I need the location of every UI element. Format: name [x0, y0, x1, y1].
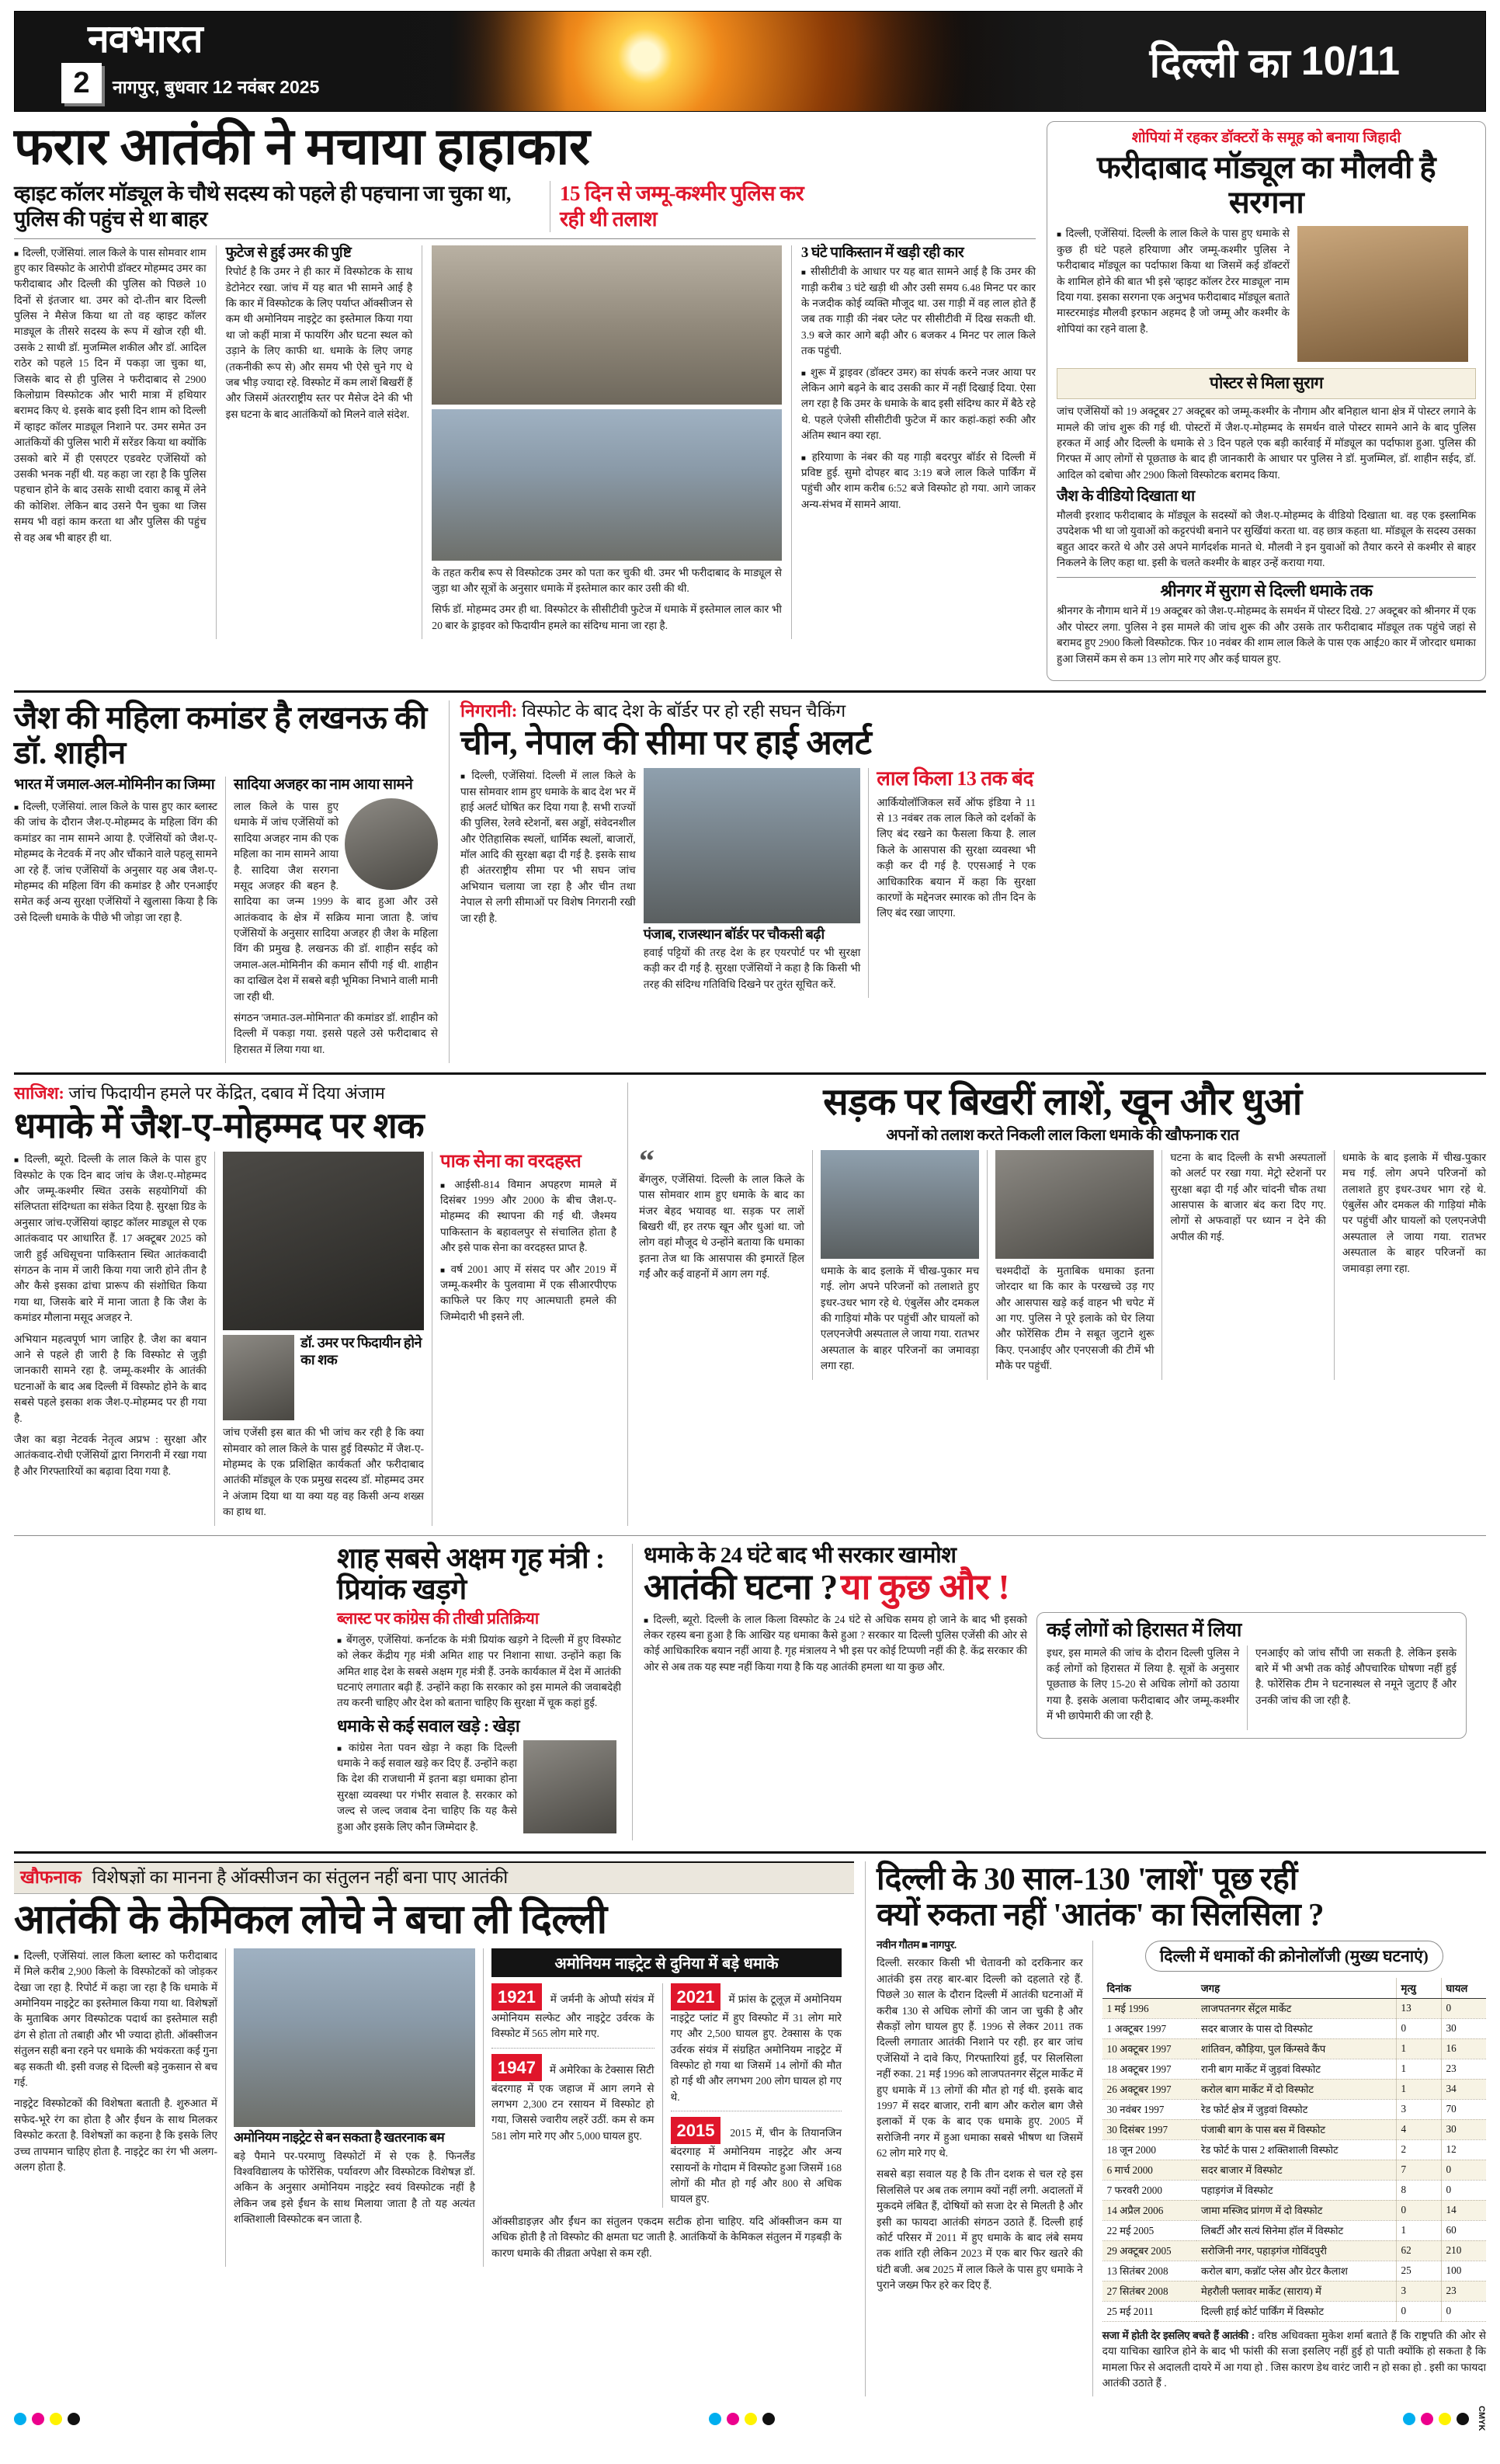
faridabad-sub3-body: श्रीनगर के नौगाम थाने में 19 अक्टूबर को जैश-ए-मोहम्मद के समर्थन में पोस्टर दिखे. 27 अक्टूबर को श्रीनगर में एक और पोस्टर लगा. पुलिस ने इस मामले की जांच शुरू की और उसके तार फरीदाबाद मॉड्यूल तक पहुंचे जहां से बरामद हुए 2900 किलो विस्फोटक. फिर 10 नवंबर की शाम लाल किले के पास एक आई20 कार में जोरदार धमाका हुआ जिसमें कम से कम 13 लोग मारे गए और कई घायल हुए.: [1057, 605, 1476, 665]
table-row: [1102, 2018, 1486, 2038]
cell-place: पहाड़गंज में विस्फोट: [1196, 2180, 1396, 2200]
table-row: [1102, 2180, 1486, 2200]
cell-place: सदर बाजार के पास दो विस्फोट: [1196, 2018, 1396, 2038]
color-registration-dot: [1421, 2413, 1433, 2425]
jaish-women-col-right: [225, 777, 438, 1063]
conspiracy-kicker-label: साजिश:: [14, 1083, 64, 1103]
pak-army-bullet-1: ■ वर्ष 2001 आए में संसद पर और 2019 में जम्मू-कश्मीर के पुलवामा में एक सीआरपीएफ काफिले पर किए गए आत्मघाती हमले की जिम्मेदारी भी इसने ली.: [440, 1262, 616, 1326]
jaish-women-sub-left: भारत में जमाल-अल-मोमिनीन का जिम्मा: [14, 777, 215, 794]
an-text-2: में फ्रांस के टूलूज़ में अमोनियम नाइट्रेट प्लांट में हुए विस्फोट में 31 लोग मारे गए और 2,500 घायल हुए. टेक्सास के एक उर्वरक संयंत्र में संग्रहित अमोनियम नाइट्रेट में विस्फोट हो गया था जिसमें 14 लोगों की मौत हो गई थी और लगभग 200 लोग घायल हो गए थे.: [670, 1993, 842, 2103]
kheda-portrait: [523, 1740, 616, 1833]
dateline: नागपुर, बुधवार 12 नवंबर 2025: [113, 77, 320, 97]
color-registration-dot: [1439, 2413, 1451, 2425]
cmyk-mark: CMYK: [1477, 2406, 1486, 2431]
color-registration-dot: [727, 2413, 739, 2425]
kheda-body: ■ कांग्रेस नेता पवन खेड़ा ने कहा कि दिल्ली धमाके ने कई सवाल खड़े कर दिए हैं. उन्होंने कहा कि देश की राजधानी में इतना बड़ा धमाका होना सुरक्षा व्यवस्था पर गंभीर सवाल है. सरकार को जल्द से जल्द जवाब देना चाहिए कि यह कैसे हुआ और इसके लिए कौन जिम्मेदार है.: [337, 1740, 517, 1835]
blast-site-photo: [234, 1948, 475, 2127]
pak-army-box: [432, 1152, 616, 1525]
footer-dots-right: [1403, 2413, 1469, 2425]
victims-subhead: अपनों को तलाश करते निकली लाल किला धमाके की खौफनाक रात: [886, 1127, 1239, 1145]
table-row: [1102, 2281, 1486, 2301]
faridabad-col-left: [1057, 226, 1297, 362]
border-col-text: [460, 768, 644, 998]
border-photo-caption-body: हवाई पट्टियों की तरह देश के हर एयरपोर्ट पर भी सुरक्षा कड़ी कर दी गई है. सुरक्षा एजेंसियों ने कहा है कि किसी भी तरह की संदिग्ध गतिविधि दिखने पर तुरंत सूचित करें.: [643, 946, 861, 990]
faridabad-sub1-body: जांच एजेंसियों को 19 अक्टूबर 27 अक्टूबर को जम्मू-कश्मीर के नौगाम और बनिहाल थाना क्षेत्र में पोस्टर लगाने के मामले की जांच शुरू की गई थी. पोस्टरों में जैश-ए-मोहम्मद के समर्थन वाले पोस्टर सामने आने के बाद पुलिस हरकत में आई और दिल्ली के धमाके से 3 दिन पहले एक बड़ी कार्रवाई में मॉड्यूल का पर्दाफाश हुआ. पुलिस की गिरफ्त में आए लोगों से पूछताछ के बाद ही जानकारी के आधार पर पुलिस ने डॉ. मुजम्मिल, डॉ. शाहीन सईद, डॉ. आदिल को दबोचा और 2900 किलो विस्फोटक बरामद किया.: [1057, 405, 1476, 481]
lead-subhead-right-wrap: [550, 181, 821, 232]
cell-place: लाजपतनगर सेंट्रल मार्केट: [1196, 1998, 1396, 2018]
an-explosions-box: [483, 1948, 842, 2267]
band-4: [14, 1544, 1486, 1840]
lead-col2-text: रिपोर्ट है कि उमर ने ही कार में विस्फोटक के साथ डेटोनेटर रखा. जांच में यह बात भी सामने आई है कि कार में विस्फोटक के लिए पर्याप्त ऑक्सीजन से कम थी अमोनियम नाइट्रेट का इस्तेमाल किया गया था जो कहीं मात्रा में फायरिंग और घटना स्थल को उड़ाने के लिए काफी था. धमाके के लिए जगह (तकनीकी रूप से) और समय भी ऐसे चुने गए थे जब भीड़ ज्यादा रहे. विस्फोट में कम लाशें बिखरीं हैं और जिसमें अंतरराष्ट्रीय स्तर पर मैसेज देने की भी इस घटना के बाद आतंकियों को मिलने वाले संदेश.: [225, 266, 413, 420]
cell-injured: 34: [1441, 2079, 1486, 2099]
conspiracy-photo-caption: जांच एजेंसी इस बात की भी जांच कर रही है कि क्या सोमवार को लाल किले के पास हुई विस्फोट में जैश-ए-मोहम्मद के एक प्रशिक्षित कार्यकर्ता और फरीदाबाद आतंकी मॉड्यूल के एक प्रमुख सदस्य डॉ. मोहम्मद उमर ने अंजाम दिया था या क्या यह वह किसी अन्य शख्स का हाथ था.: [223, 1427, 424, 1518]
cell-date: 27 सितंबर 2008: [1102, 2281, 1196, 2301]
redfort-closed-box: [868, 768, 1036, 998]
chemical-body2: बड़े पैमाने पर-परमाणु विस्फोटों में से एक है. फिनलैंड विश्वविद्यालय के फोरेंसिक, पर्यावरण और विस्फोटक विशेषज्ञ डॉ. अकिन के अनुसार अमोनियम नाइट्रेट स्वयं विस्फोटक नहीं है लेकिन जब इसे ईंधन के साथ मिलाया जाता है तो यह अत्यंत शक्तिशाली विस्फोटक बन जाता है.: [234, 2149, 475, 2226]
newspaper-page: [14, 11, 1486, 2431]
page-number: 2: [61, 63, 102, 103]
silence-headline-row: [644, 1566, 1475, 1607]
table-row: [1102, 2139, 1486, 2160]
victims-col-far-right: घटना के बाद दिल्ली के सभी अस्पतालों को अलर्ट पर रखा गया. मेट्रो स्टेशनों पर सुरक्षा बढ़ा दी गई और चांदनी चौक तथा आसपास के बाजार बंद करा दिए गए. लोगों से अफवाहों पर ध्यान न देने की अपील की गई.: [1170, 1151, 1326, 1242]
footer-dots-left: [14, 2413, 80, 2425]
lead-col-1: [14, 245, 216, 640]
victims-photo-2: [995, 1150, 1154, 1259]
cell-date: 18 जून 2000: [1102, 2139, 1196, 2160]
silence-kicker: धमाके के 24 घंटे बाद भी सरकार खामोश: [644, 1542, 957, 1568]
chemical-kicker-bar: [14, 1861, 854, 1894]
victims-col-3: [987, 1150, 1161, 1380]
border-kicker-line: [460, 700, 1036, 723]
color-registration-dot: [709, 2413, 721, 2425]
cell-deaths: 2: [1396, 2139, 1441, 2160]
border-checkpost-photo: [644, 768, 861, 923]
chemical-col-1: [14, 1948, 225, 2267]
jaish-women-body-right: लाल किले के पास हुए धमाके में जांच एजेंसियों को सादिया अजहर नाम की एक महिला का नाम सामने आया है. सादिया जैश सरगना मसूद अजहर की बहन है. सादिया का जन्म 1999 के बाद हुआ और उसे आतंकवाद के क्षेत्र में सक्रिय माना जाता है. जांच एजेंसियों के अनुसार सादिया अजहर ही जैश के महिला विंग की प्रमुख है. लखनऊ की डॉ. शाहीन सईद को जमाल-अल-मोमिनीन की कमान सौंपी गई थी. शाहीन का दाखिल देश में सबसे बड़ी भूमिका निभाने वाली मानी जा रही थी.: [234, 800, 438, 1003]
band-5: [14, 1861, 1486, 2396]
silence-headline-red: या कुछ और !: [840, 1566, 1010, 1607]
victims-col-1: [639, 1142, 812, 1380]
color-registration-dot: [745, 2413, 757, 2425]
victims-col-right: चश्मदीदों के मुताबिक धमाका इतना जोरदार था कि कार के परखच्चे उड़ गए और आसपास खड़े कई वाहन भी चपेट में आ गए. पुलिस ने पूरे इलाके को घेर लिया और फोरेंसिक टीम ने सबूत जुटाने शुरू किए. एनआईए और एनएसजी की टीमें भी मौके पर पहुंचीं.: [995, 1264, 1155, 1372]
chronology-col-injured: घायल: [1441, 1978, 1486, 1999]
an-year-1: 1947: [491, 2054, 542, 2081]
chronology-col-date: दिनांक: [1102, 1978, 1196, 1999]
mid-band: [14, 700, 1486, 1063]
lead-col4-b1: ■ सीसीटीवी के आधार पर यह बात सामने आई है कि उमर की गाड़ी करीब 3 घंटे खड़ी थी और उसी समय 6.48 मिनट पर कार के नजदीक कोई व्यक्ति मौजूद था. उस गाड़ी में वह लाल होते हैं जब तक गाड़ी की नंबर प्लेट पर सीसीटीवी में दिख सकती थी. 3.9 बजे कार आगे बढ़ी और 6 बजकर 4 मिनट पर लाल किले तक पहुंची.: [801, 264, 1036, 359]
cell-date: 30 नवंबर 1997: [1102, 2099, 1196, 2119]
detained-body-2: एनआईए को जांच सौंपी जा सकती है. लेकिन इसके बारे में भी अभी तक कोई औपचारिक घोषणा नहीं हुई है. फोरेंसिक टीम ने घटनास्थल से नमूने जुटाए हैं और उनकी जांच की जा रही है.: [1255, 1646, 1457, 1706]
chronology-col-deaths: मृत्यु: [1396, 1978, 1441, 1999]
chemical-headline: आतंकी के केमिकल लोचे ने बचा ली दिल्ली: [14, 1897, 607, 1942]
cell-injured: 0: [1441, 2180, 1486, 2200]
masthead-kicker-text: दिल्ली का: [1149, 40, 1290, 86]
border-kicker-label: निगरानी:: [460, 700, 518, 721]
cell-date: 1 मई 1996: [1102, 1998, 1196, 2018]
an-text-3: 2015 में, चीन के तियानजिन बंदरगाह में अमोनियम नाइट्रेट और अन्य रसायनों के गोदाम में विस्फोट हुआ जिसमें 168 लोगों की मौत हो गई और 800 से अधिक घायल हुए.: [670, 2127, 842, 2205]
cell-injured: 30: [1441, 2018, 1486, 2038]
lead-subhead-left: व्हाइट कॉलर मॉड्यूल के चौथे सदस्य को पहले ही पहचाना जा चुका था, पुलिस की पहुंच से था बाहर: [14, 181, 511, 231]
cell-injured: 14: [1441, 2200, 1486, 2220]
chronology-headline-2: क्यों रुकता नहीं 'आतंक' का सिलसिला ?: [877, 1896, 1325, 1932]
cell-injured: 12: [1441, 2139, 1486, 2160]
cell-date: 18 अक्टूबर 1997: [1102, 2059, 1196, 2079]
border-body: ■ दिल्ली, एजेंसियां. दिल्ली में लाल किले के पास सोमवार शाम हुए धमाके के बाद देश भर में हाई अलर्ट घोषित कर दिया गया है. सभी राज्यों की पुलिस, रेलवे स्टेशनों, बस अड्डों, संवेदनशील और ऐतिहासिक स्थलों, धार्मिक स्थलों, बाजारों, मॉल आदि की सुरक्षा बढ़ा दी गई है. इसके साथ ही अंतरराष्ट्रीय सीमा पर भी सघन जांच अभियान चलाया जा रहा है और चीन तथा नेपाल से लगी सीमाओं पर विशेष निगरानी रखी जा रही है.: [460, 768, 636, 926]
cell-place: दिल्ली हाई कोर्ट पार्किंग में विस्फोट: [1196, 2301, 1396, 2321]
conspiracy-story: [14, 1083, 627, 1525]
table-row: [1102, 2038, 1486, 2059]
victims-story: [627, 1083, 1486, 1525]
table-row: [1102, 2261, 1486, 2281]
an-text-0: में जर्मनी के ओप्पौ संयंत्र में अमोनियम सल्फेट और नाइट्रेट उर्वरक के विस्फोट में 565 लोग मारे गए.: [491, 1993, 655, 2040]
cell-injured: 0: [1441, 2301, 1486, 2321]
victims-col-extra: धमाके के बाद इलाके में चीख-पुकार मच गई. लोग अपने परिजनों को तलाशते हुए इधर-उधर भाग रहे थे. एंबुलेंस और दमकल की गाड़ियां मौके पर पहुंचीं और घायलों को एलएनजेपी अस्पताल ले जाया गया. रातभर अस्पताल के बाहर परिजनों का जमावड़ा लगा रहा.: [1342, 1151, 1486, 1274]
conspiracy-photo-col: [214, 1152, 432, 1525]
victims-col-5: [1334, 1150, 1486, 1380]
conspiracy-kicker-text: जांच फिदायीन हमले पर केंद्रित, दबाव में दिया अंजाम: [68, 1083, 385, 1103]
detained-title: कई लोगों को हिरासत में लिया: [1047, 1619, 1241, 1641]
an-year-2: 2021: [671, 1983, 721, 2010]
an-col-left: [491, 1983, 662, 2208]
chemical-photo-col: [225, 1948, 483, 2267]
lead-col3-text: के तहत करीब रूप से विस्फोटक उमर को पता कर चुकी थी. उमर भी फरीदाबाद के माड्यूल से जुड़ा था और सूत्रों के अनुसार धमाके में इस्तेमाल कार कार उसी की थी.: [432, 566, 782, 594]
jaish-women-sub-right: सादिया अजहर का नाम आया सामने: [234, 777, 413, 794]
lead-col-4: [791, 245, 1036, 640]
color-registration-dot: [32, 2413, 44, 2425]
table-row: [1102, 2200, 1486, 2220]
cell-date: 6 मार्च 2000: [1102, 2160, 1196, 2180]
umar-photo-label: डॉ. उमर पर फिदायीन होने का शक: [300, 1335, 422, 1368]
cell-deaths: 0: [1396, 2301, 1441, 2321]
cell-place: रेड फोर्ट के पास 2 शक्तिशाली विस्फोट: [1196, 2139, 1396, 2160]
redfort-closed-body: आर्कियोलॉजिकल सर्वे ऑफ इंडिया ने 11 से 13 नवंबर तक लाल किले को दर्शकों के लिए बंद रखने का फैसला किया है. लाल किले के आसपास की सुरक्षा व्यवस्था भी कड़ी कर दी गई है. एएसआई ने एक आधिकारिक बयान में कहा कि सुरक्षा कारणों के मद्देनजर स्मारक को तीन दिन के लिए बंद रखा जाएगा.: [877, 796, 1036, 919]
border-story: [449, 700, 1047, 1063]
masthead-left: [15, 12, 512, 111]
color-registration-dot: [68, 2413, 80, 2425]
faridabad-sub1-box: [1057, 368, 1476, 399]
victims-quote-body: बेंगलुरु, एजेंसियां. दिल्ली के लाल किले के पास सोमवार शाम हुए धमाके के बाद का मंजर बेहद भयावह था. सड़क पर लाशें बिखरी थीं, हर तरफ खून और धुआं था. जो लोग वहां मौजूद थे उन्होंने बताया कि धमाका इतना तेज था कि आसपास की इमारतें हिल गईं और कई वाहनों में आग लग गई.: [639, 1173, 804, 1281]
border-photo-col: [644, 768, 869, 998]
newspaper-logo: नवभारत: [88, 17, 203, 61]
border-photo-caption: पंजाब, राजस्थान बॉर्डर पर चौकसी बढ़ी: [643, 926, 825, 943]
an-text-1: में अमेरिका के टेक्सास सिटी बंदरगाह में एक जहाज में आग लगने से लगभग 2,300 टन रसायन में विस्फोट हो गया, जिससे ज्वारीय लहरें उठीं. कम से कम 581 लोग मारे गए और 5,000 घायल हुए.: [491, 2063, 655, 2142]
cell-deaths: 0: [1396, 2200, 1441, 2220]
chronology-footnote-title: सजा में होती देर इसलिए बचते हैं आतंकी :: [1102, 2329, 1255, 2341]
cell-injured: 23: [1441, 2059, 1486, 2079]
silence-story: [632, 1544, 1475, 1840]
conspiracy-col-1: [14, 1152, 214, 1525]
conspiracy-body: ■ दिल्ली, ब्यूरो. दिल्ली के लाल किले के पास हुए विस्फोट के एक दिन बाद जांच के जैश-ए-मोहम्मद और जम्मू-कश्मीर स्थित उसके सहयोगियों की संलिप्तता संदिग्धता का संकेत दिया है. सुरक्षा ग्रिड के अनुसार जांच-एजेंसियां व्हाइट कॉलर माड्यूल से एक आतंकवाद पर आधारित हैं. 17 अक्टूबर 2025 को जारी हुई अधिसूचना पाकिस्तान स्थित आतंकवादी संगठन के नाम में जारी किया गया जारी होने तीन है और कैसे इसका ढांचा प्रारूप की संशोधित किया गया था, जिसके बारे में माना जाता है कि जैश के कमांडर मौलाना मसूद अजहर ने.: [14, 1152, 207, 1326]
kharge-headline: शाह सबसे अक्षम गृह मंत्री : प्रियांक खड़गे: [337, 1542, 605, 1607]
chronology-footnote: वरिष्ठ अधिवक्ता मुकेश शर्मा बताते हैं कि राष्ट्रपति की ओर से दया याचिका खारिज होने के बाद भी फांसी की सजा इसलिए नहीं हुई हो पाती क्योंकि हो सकता है कि मामला फिर से अदालती दायरे में आ गया हो . जिस कारण डेथ वारंट जारी न हो सका हो . इसी का फायदा आतंकी उठाते हैं .: [1102, 2329, 1486, 2389]
cell-injured: 100: [1441, 2261, 1486, 2281]
chronology-table-col: [1092, 1941, 1486, 2397]
cell-place: पंजाबी बाग के पास बस में विस्फोट: [1196, 2119, 1396, 2139]
kharge-body: ■ बेंगलुरु, एजेंसियां. कर्नाटक के मंत्री प्रियांक खड़गे ने दिल्ली में हुए विस्फोट को लेकर केंद्रीय गृह मंत्री अमित शाह पर निशाना साधा. उन्होंने कहा कि अमित शाह देश के सबसे अक्षम गृह मंत्री हैं. उनके कार्यकाल में देश में आतंकी घटनाएं लगातार बढ़ी हैं. उन्होंने कहा कि सरकार को इस मामले की जवाबदेही तय करनी चाहिए और देश को बताना चाहिए कि सुरक्षा में चूक कहां हुई.: [337, 1632, 621, 1712]
table-row: [1102, 2301, 1486, 2321]
chronology-intro-2: सबसे बड़ा सवाल यह है कि तीन दशक से चल रहे इस सिलसिले पर अब तक लगाम क्यों नहीं लगी. अदालतों में मुकदमे लंबित हैं, दोषियों को सजा देर से मिलती है और इसी का फायदा आतंकी संगठन उठाते हैं. दिल्ली हाई कोर्ट परिसर में 2011 में हुए धमाके के बाद लंबे समय तक शांति रही लेकिन 2023 में एक बार फिर खतरे की घंटी बजी. अब 2025 में लाल किले के पास हुए धमाके ने पुराने जख्म फिर हरे कर दिए हैं.: [877, 2168, 1083, 2292]
silence-body-col: [644, 1612, 1036, 1739]
chronology-byline: नवीन गौतम ■ नागपुर.: [877, 1939, 957, 1951]
faridabad-sub2-title: जैश के वीडियो दिखाता था: [1057, 488, 1195, 506]
quote-mark-icon: “: [639, 1142, 655, 1178]
jaish-women-caption: संगठन 'जमात-उल-मोमिनात' की कमांडर डॉ. शाहीन को दिल्ली में पकड़ा गया. इससे पहले उसे फरीदाबाद से हिरासत में लिया गया था.: [234, 1012, 438, 1055]
cell-injured: 16: [1441, 2038, 1486, 2059]
cell-injured: 30: [1441, 2119, 1486, 2139]
table-row: [1102, 2220, 1486, 2240]
cell-deaths: 62: [1396, 2240, 1441, 2261]
band-3: [14, 1083, 1486, 1525]
redfort-closed-title: लाल किला 13 तक बंद: [877, 767, 1033, 791]
faridabad-illustration-wrap: [1297, 226, 1468, 362]
cell-injured: 0: [1441, 1998, 1486, 2018]
cell-place: जामा मस्जिद प्रांगण में दो विस्फोट: [1196, 2200, 1396, 2220]
cell-date: 26 अक्टूबर 1997: [1102, 2079, 1196, 2099]
cell-date: 30 दिसंबर 1997: [1102, 2119, 1196, 2139]
color-registration-dot: [14, 2413, 26, 2425]
cell-deaths: 13: [1396, 1998, 1441, 2018]
masthead-kicker-number: 10/11: [1300, 39, 1400, 84]
faridabad-sub2-body: मौलवी इरशाद फरीदाबाद के मॉड्यूल के सदस्यों को जैश-ए-मोहम्मद के वीडियो दिखाता था. वह एक इस्लामिक उपदेशक भी था जो युवाओं को कट्टरपंथी बनाने पर सुर्खियां करता था. वह छात्र कहता था. मॉड्यूल के सदस्य उसका बहुत आदर करते थे और उसे अपने मार्गदर्शक मानते थे. मौलवी ने इन युवाओं को तैयार करने से कश्मीर से बाहर निकलने के लिए कहा था. इसी के चलते कश्मीर के बाहर उन्हें कराया गया.: [1057, 509, 1476, 569]
cell-deaths: 4: [1396, 2119, 1441, 2139]
an-year-3: 2015: [671, 2117, 721, 2144]
jaish-women-col-left: [14, 777, 225, 1063]
detained-body: इधर, इस मामले की जांच के दौरान दिल्ली पुलिस ने कई लोगों को हिरासत में लिया है. सूत्रों के अनुसार पूछताछ के लिए 15-20 से अधिक लोगों को उठाया गया है. इसके अलावा फरीदाबाद और जम्मू-कश्मीर में भी छापेमारी की जा रही है.: [1047, 1646, 1239, 1722]
cell-injured: 70: [1441, 2099, 1486, 2119]
silence-body: ■ दिल्ली, ब्यूरो. दिल्ली के लाल किला विस्फोट के 24 घंटे से अधिक समय हो जाने के बाद भी इसको लेकर रहस्य बना हुआ है कि आखिर यह धमाका कैसे हुआ ? सरकार या दिल्ली पुलिस एजेंसी की ओर से कोई आधिकारिक बयान नहीं आया है. गृह मंत्रालय ने भी इस पर कोई टिप्पणी नहीं की है. केंद्र सरकार की ओर से अब तक यह स्पष्ट नहीं किया गया है कि यह आतंकी हमला था या कुछ और.: [644, 1612, 1027, 1676]
cell-deaths: 1: [1396, 2038, 1441, 2059]
chronology-table: [1102, 1978, 1486, 2322]
table-row: [1102, 1998, 1486, 2018]
an-year-0: 1921: [491, 1983, 542, 2010]
victims-col-4: [1161, 1150, 1333, 1380]
chronology-intro: दिल्ली. सरकार किसी भी चेतावनी को दरकिनार कर आतंकी इस तरह बार-बार दिल्ली को दहलाते रहे हैं. पिछले 30 साल के दौरान दिल्ली में आतंकी घटनाओं में करीब 130 से अधिक लोगों की जान जा चुकी है और सैकड़ों लोग घायल हुए हैं. 1996 से लेकर 2011 तक दिल्ली लगातार आतंकी निशाने पर रही. हर बार जांच एजेंसियों ने दावे किए, गिरफ्तारियां हुईं, पर सिलसिला नहीं रुका. 21 मई 1996 को लाजपतनगर सेंट्रल मार्केट में हुए धमाके में 13 लोगों की मौत हो गई थी. इसके बाद 1997 में सदर बाजार, रानी बाग और करोल बाग जैसे इलाकों में एक के बाद एक धमाके हुए. 2005 में सरोजिनी नगर में हुआ धमाका सबसे भीषण था जिसमें 62 लोग मारे गए थे.: [877, 1957, 1083, 2160]
cell-injured: 0: [1441, 2160, 1486, 2180]
table-row: [1102, 2119, 1486, 2139]
faridabad-story: [1047, 121, 1486, 681]
an-item-3: [671, 2117, 842, 2208]
masood-azhar-photo: [223, 1152, 424, 1330]
color-registration-dot: [1403, 2413, 1415, 2425]
chemical-body3: नाइट्रेट विस्फोटकों की विशेषता बताती है. शुरुआत में सफेद-भूरे रंग का होता है और ईंधन के साथ मिलकर विस्फोट करता है. विशेषज्ञों का कहना है कि इसके लिए उच्च तापमान चाहिए होता है. नाइट्रेट का रंग भी अलग-अलग होता है.: [14, 2097, 217, 2173]
cell-date: 7 फरवरी 2000: [1102, 2180, 1196, 2200]
chemical-kicker-label: खौफनाक: [20, 1868, 88, 1887]
chronology-table-header: [1102, 1978, 1486, 1999]
cell-deaths: 7: [1396, 2160, 1441, 2180]
victims-photo-1: [821, 1150, 979, 1259]
cell-place: करोल बाग मार्केट में दो विस्फोट: [1196, 2079, 1396, 2099]
lead-headline: फरार आतंकी ने मचाया हाहाकार: [14, 119, 590, 176]
color-registration-dot: [50, 2413, 62, 2425]
chronology-col-place: जगह: [1196, 1978, 1396, 1999]
faridabad-kicker: शोपियां में रहकर डॉक्टरों के समूह को बनाया जिहादी: [1131, 130, 1401, 146]
cell-place: लिबर्टी और सत्यं सिनेमा हॉल में विस्फोट: [1196, 2220, 1396, 2240]
victims-col-mid: धमाके के बाद इलाके में चीख-पुकार मच गई. लोग अपने परिजनों को तलाशते हुए इधर-उधर भाग रहे थे. एंबुलेंस और दमकल की गाड़ियां मौके पर पहुंचीं और घायलों को एलएनजेपी अस्पताल ले जाया गया. रातभर अस्पताल के बाहर परिजनों का जमावड़ा लगा रहा.: [820, 1264, 980, 1372]
chronology-table-title: दिल्ली में धमाकों की क्रोनोलॉजी (मुख्य घटनाएं): [1145, 1941, 1443, 1972]
cell-date: 14 अप्रैल 2006: [1102, 2200, 1196, 2220]
maulvi-illustration: [1297, 226, 1468, 362]
lead-subhead-left-wrap: [14, 181, 550, 232]
lead-col-2: [216, 245, 422, 640]
table-row: [1102, 2099, 1486, 2119]
cell-date: 22 मई 2005: [1102, 2220, 1196, 2240]
masthead-kicker: [942, 12, 1485, 111]
chronology-footnote-wrap: [1102, 2328, 1486, 2392]
lead-col4-b3: ■ हरियाणा के नंबर की यह गाड़ी बदरपुर बॉर्डर से दिल्ली में प्रविष्ट हुई. सुमो दोपहर बाद 3:19 बजे लाल किले पार्किंग में पहुंची और शाम करीब 6:52 बजे विस्फोट हो गया. आगे जाकर अन्य-संभव में सामने आया.: [801, 450, 1036, 513]
cell-date: 29 अक्टूबर 2005: [1102, 2240, 1196, 2261]
top-section: [14, 121, 1486, 681]
faridabad-sub1-title: पोस्टर से मिला सुराग: [1210, 374, 1323, 393]
conspiracy-headline: धमाके में जैश-ए-मोहम्मद पर शक: [14, 1105, 425, 1145]
chronology-text-col: [877, 1941, 1092, 2397]
cell-date: 1 अक्टूबर 1997: [1102, 2018, 1196, 2038]
lead-photo-block: [422, 245, 791, 640]
chronology-story: [865, 1861, 1486, 2396]
cell-deaths: 8: [1396, 2180, 1441, 2200]
lead-photo-rubble: [432, 245, 782, 405]
chemical-body4: ऑक्सीडाइज़र और ईंधन का संतुलन एकदम सटीक होना चाहिए. यदि ऑक्सीजन कम या अधिक होती है तो विस्फोट की क्षमता घट जाती है. आतंकियों के केमिकल संतुलन में गड़बड़ी के कारण धमाके की तीव्रता अपेक्षा से कम रही.: [491, 2215, 842, 2259]
cell-place: रानी बाग मार्केट में जुड़वां विस्फोट: [1196, 2059, 1396, 2079]
conspiracy-kicker-line: [14, 1083, 616, 1104]
cell-injured: 23: [1441, 2281, 1486, 2301]
an-item-0: [491, 1983, 655, 2042]
lead-col4-heading: 3 घंटे पाकिस्तान में खड़ी रही कार: [800, 244, 964, 261]
cell-date: 25 मई 2011: [1102, 2301, 1196, 2321]
color-registration-dot: [762, 2413, 775, 2425]
cell-deaths: 1: [1396, 2079, 1441, 2099]
cell-place: मेहरौली फ्लावर मार्केट (साराय) में: [1196, 2281, 1396, 2301]
table-row: [1102, 2160, 1486, 2180]
lead-col2-heading: फुटेज से हुई उमर की पुष्टि: [225, 244, 352, 261]
lead-columns: [14, 245, 1036, 640]
lead-col2-tail: सिर्फ डॉ. मोहम्मद उमर ही था. विस्फोटर के सीसीटीवी फुटेज में धमाके में इस्तेमाल लाल कार भी 20 बार के ड्राइवर को फिदायीन हमले का संदिग्ध माना जा रहा है.: [432, 603, 782, 631]
chemical-kicker-text: विशेषज्ञों का मानना है ऑक्सीजन का संतुलन नहीं बना पाए आतंकी: [92, 1868, 509, 1888]
detained-box: [1036, 1612, 1467, 1739]
cell-place: शांतिवन, कौड़िया, पुल किंग्सवे कैंप: [1196, 2038, 1396, 2059]
lead-story: [14, 121, 1047, 681]
conspiracy-tail2: जैश का बड़ा नेटवर्क नेतृत्व अप्रभ : सुरक्षा और आतंकवाद-रोधी एजेंसियों द्वारा निगरानी में रखा गया है और गिरफ्तारियों का बढ़ावा दिया गया है.: [14, 1433, 207, 1477]
lead-col1-text: ■ दिल्ली, एजेंसियां. लाल किले के पास सोमवार शाम हुए कार विस्फोट के आरोपी डॉक्टर मोहम्मद उमर का फरीदाबाद और दिल्ली की पुलिस को पिछले 10 दिनों से इंतजार था. उमर को दो-तीन बार दिल्ली पुलिस ने मैसेज किया था तो वह व्हाइट कॉलर माड्यूल के तीसरे सदस्य के रूप में खोज रही थी. उसके 2 साथी डॉ. मुजम्मिल शकील और डॉ. आदिल राठेर को पहले 15 दिन में पकड़ा जा चुका था, जिसके बाद से ही पुलिस ने फरीदाबाद से 2900 किलोग्राम विस्फोटक और भारी मात्रा में हथियार बरामद किए थे. इसके बाद इसी दिन शाम को दिल्ली में व्हाइट कॉलर माड्यूल निशाने पर. उमर समेत उन आतंकियों की पुलिस भारी में सरेंडर किया था क्योंकि उसको बारे में ही एसएटर एडवरेट एजेंसियों को उसकी भनक नहीं थी. यह कहा जा रहा है कि पुलिस पहचान होने के बाद उसके साथी दवारा काबू में लेने की कोशिश. लेकिन बाद उसने पैन चुका था जिस समय भी वहां काम करता था और पुलिस की पहुंच से वह अब भी बाहर ही था.: [14, 245, 207, 546]
kharge-subhead: ब्लास्ट पर कांग्रेस की तीखी प्रतिक्रिया: [337, 1609, 539, 1628]
pak-army-title: पाक सेना का वरदहस्त: [440, 1152, 582, 1173]
chemical-body: ■ दिल्ली, एजेंसियां. लाल किला ब्लास्ट को फरीदाबाद में मिले करीब 2,900 किलो के विस्फोटकों को जोड़कर देखा जा रहा है. रिपोर्ट में कहा जा रहा है कि धमाके में अमोनियम नाइट्रेट का इस्तेमाल किया गया था. विशेषज्ञों के मुताबिक अगर विस्फोटक पदार्थ का इस्तेमाल सही ढंग से होता तो तबाही और भी ज्यादा होती. ऑक्सीजन संतुलन सही बना रहने पर धमाके की भयंकरता कई गुना बढ़ सकती थी. इसी वजह से दिल्ली बड़े नुकसान से बच गई.: [14, 1948, 217, 2091]
victims-headline: सड़क पर बिखरीं लाशें, खून और धुआं: [823, 1082, 1302, 1124]
color-registration-dot: [1457, 2413, 1469, 2425]
masthead: [14, 11, 1486, 112]
table-row: [1102, 2059, 1486, 2079]
cell-date: 10 अक्टूबर 1997: [1102, 2038, 1196, 2059]
shaheen-portrait: [345, 798, 438, 890]
chemical-photo-caption: अमोनियम नाइट्रेट से बन सकता है खतरनाक बम: [234, 2129, 445, 2145]
cell-injured: 60: [1441, 2220, 1486, 2240]
cell-deaths: 3: [1396, 2281, 1441, 2301]
cell-place: रेड फोर्ट क्षेत्र में जुड़वां विस्फोट: [1196, 2099, 1396, 2119]
kheda-title: धमाके से कई सवाल खड़े : खेड़ा: [337, 1715, 520, 1736]
lead-subhead-right: 15 दिन से जम्मू-कश्मीर पुलिस कर रही थी तलाश: [560, 181, 804, 231]
faridabad-headline: फरीदाबाद मॉड्यूल का मौलवी है सरगना: [1096, 149, 1436, 220]
cell-deaths: 1: [1396, 2059, 1441, 2079]
cell-place: सरोजिनी नगर, पहाड़गंज गोविंदपुरी: [1196, 2240, 1396, 2261]
lead-photo-street: [432, 409, 782, 561]
lead-col4-b2: ■ शुरू में ड्राइवर (डॉक्टर उमर) का संपर्क करने नजर आया पर लेकिन आगे बढ़ने के बाद उसकी कार में नहीं दिखाई दिया. ऐसा लग रहा है कि उमर के धमाके के बाद इसी संदिग्ध कार में बैठे रहे थे. पहले एंजेसी सीसीटीवी फुटेज में कार कहां-कहां रुकी और अंतिम स्थान क्या रहा.: [801, 365, 1036, 444]
chemical-story: [14, 1861, 865, 2396]
umar-photo: [223, 1335, 294, 1420]
border-headline: चीन, नेपाल की सीमा पर हाई अलर्ट: [460, 723, 872, 762]
cell-injured: 210: [1441, 2240, 1486, 2261]
jaish-women-body-left: ■ दिल्ली, एजेंसियां. लाल किले के पास हुए कार ब्लास्ट की जांच के दौरान जैश-ए-मोहम्मद के महिला विंग की कमांडर का नाम सामने आया है. एजेंसियों को जैश-ए-मोहम्मद के नेटवर्क में नए और चौंकाने वाले पहलू सामने आ रहे हैं. जांच एजेंसियों के अनुसार यह अब जैश-ए-मोहम्मद की महिला विंग की कमांडर है और एनआईए समेत कई अन्य सुरक्षा एजेंसियों ने खुलासा किया है कि उसे दिल्ली धमाके के पीछे भी जोड़ा जा रहा है.: [14, 799, 217, 926]
table-row: [1102, 2079, 1486, 2099]
jaish-women-headline: जैश की महिला कमांडर है लखनऊ की डॉ. शाहीन: [14, 699, 427, 771]
chronology-headline-1: दिल्ली के 30 साल-130 'लाशें' पूछ रहीं: [877, 1861, 1297, 1897]
faridabad-sub3-title: [1057, 582, 1476, 600]
an-item-1: [491, 2054, 655, 2145]
silence-headline-black: आतंकी घटना ?: [644, 1566, 838, 1607]
footer-bar: [14, 2406, 1486, 2431]
conspiracy-tail1: अभियान महत्वपूर्ण भाग जाहिर है. जैश का बयान आने से पहले ही जारी है कि विस्फोट से जुड़ी जानकारी सामने रहा है. जम्मू-कश्मीर के आतंकी घटनाओं के बाद अब दिल्ली में विस्फोट होने के बाद सबसे पहले इसका शक जैश-ए-मोहम्मद पर ही गया है.: [14, 1333, 207, 1424]
border-kicker-text: विस्फोट के बाद देश के बॉर्डर पर हो रही सघन चैकिंग: [522, 700, 846, 721]
cell-deaths: 1: [1396, 2220, 1441, 2240]
faridabad-body: ■ दिल्ली, एजेंसियां. दिल्ली के लाल किले के पास हुए धमाके से कुछ ही घंटे पहले हरियाणा और जम्मू-कश्मीर पुलिस ने फरीदाबाद मॉड्यूल का पर्दाफाश किया था जिसमें कई डॉक्टरों के शामिल होने की बात भी इसे 'व्हाइट कॉलर टेरर माड्यूल' नाम दिया गया. इसका सरगना एक अनुभव फरीदाबाद मॉड्यूल बताते मास्टरमाइंड मौलवी इरफान अहमद है जो जम्मू और कश्मीर के शोपियां का रहने वाला है.: [1057, 226, 1290, 337]
cell-place: करोल बाग, कन्नॉट प्लेस और ग्रेटर कैलाश: [1196, 2261, 1396, 2281]
cell-deaths: 25: [1396, 2261, 1441, 2281]
an-box-title: अमोनियम नाइट्रेट से दुनिया में बड़े धमाके: [491, 1948, 842, 1977]
pak-army-bullet-0: ■ आईसी-814 विमान अपहरण मामले में दिसंबर 1999 और 2000 के बीच जैश-ए-मोहम्मद की स्थापना की गई थी. जैश्मय पाकिस्तान के बहावलपुर से संचालित होता है और इसे पाक सेना का वरदहस्त प्राप्त है.: [440, 1177, 616, 1256]
an-col-right: [662, 1983, 842, 2208]
cell-date: 13 सितंबर 2008: [1102, 2261, 1196, 2281]
cell-deaths: 0: [1396, 2018, 1441, 2038]
an-item-2: [671, 1983, 842, 2105]
faridabad-sub3-text: श्रीनगर में सुराग से दिल्ली धमाके तक: [1160, 580, 1373, 600]
jaish-women-story: [14, 700, 449, 1063]
victims-col-2: [812, 1150, 987, 1380]
kharge-story: [337, 1544, 632, 1840]
footer-dots-mid: [709, 2413, 775, 2425]
cell-place: सदर बाजार में विस्फोट: [1196, 2160, 1396, 2180]
table-row: [1102, 2240, 1486, 2261]
cell-deaths: 3: [1396, 2099, 1441, 2119]
